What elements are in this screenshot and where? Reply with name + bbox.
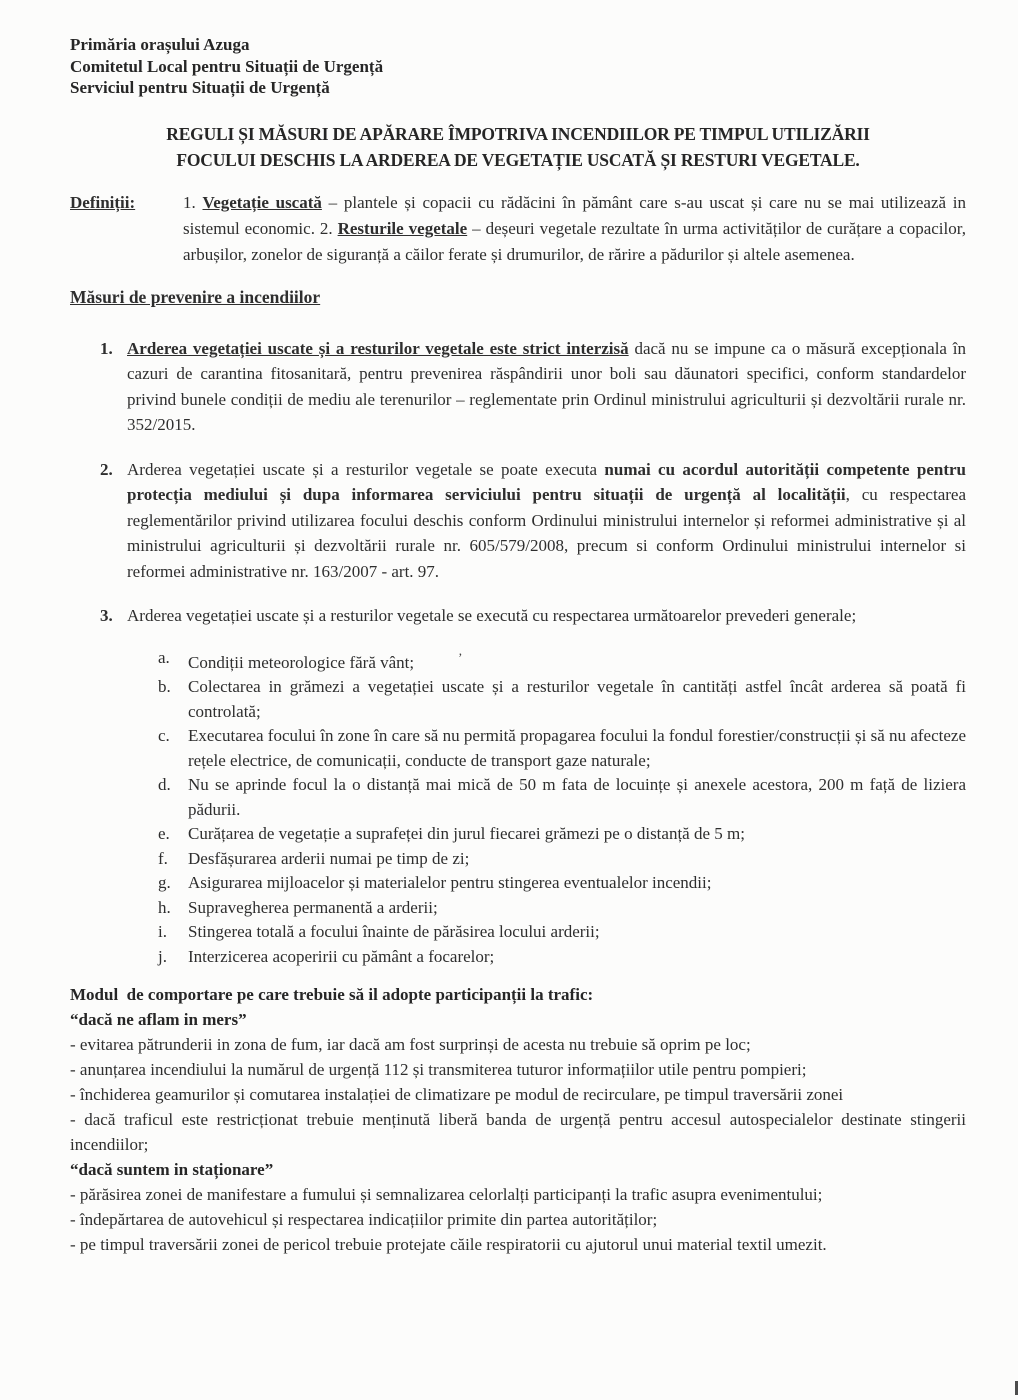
letterhead xyxy=(70,34,966,99)
traffic-stationary-rule-3: - pe timpul traversării zonei de pericol trebuie protejate căile respiratorii cu ajutorul unui material textil umezit. xyxy=(70,1235,827,1254)
measure-item-2-text: Arderea vegetației uscate și a resturilor vegetale se poate executa numai cu acordul autorității competente pentru protecția mediului și dupa informarea serviciului pentru situații de urgență al localității, cu respectarea reglementărilor privind utilizarea focului deschis conform Ordinului ministrului internelor și reformei administrative și al ministrului agriculturii și dezvoltării rurale nr. 605/579/2008, precum si conform Ordinului ministrului internelor si reformei administrative nr. 163/2007 - art. 97. xyxy=(127,459,966,581)
org-committee: Comitetul Local pentru Situații de Urgență xyxy=(70,56,384,76)
traffic-subheading-moving: “dacă ne aflam in mers” xyxy=(70,1010,247,1029)
traffic-moving-rule-1: - evitarea pătrunderii in zona de fum, iar dacă am fost surprinși de acesta nu trebuie să oprim pe loc; xyxy=(70,1035,751,1054)
provision-i: i. Stingerea totală a focului înainte de părăsirea locului arderii; xyxy=(158,922,600,941)
measure-item-1 xyxy=(70,336,966,438)
traffic-subheading-stationary: “dacă suntem in staționare” xyxy=(70,1160,274,1179)
measure-item-3-number: 3. xyxy=(100,606,113,625)
measure-item-1-number: 1. xyxy=(100,338,113,358)
definition-1-text: – plantele și copacii cu rădăcini în pământ care s-au uscat și care nu se mai utilizează in sistemul economic. xyxy=(183,192,966,238)
measure-item-3-text: Arderea vegetației uscate și a resturilor vegetale se execută cu respectarea următoarelor prevederi generale; xyxy=(127,606,857,625)
provision-j: j. Interzicerea acoperirii cu pământ a focarelor; xyxy=(158,946,495,966)
provision-h: h. Supravegherea permanentă a arderii; xyxy=(158,897,438,917)
stray-ink-mark: ’ xyxy=(458,649,463,665)
measure-item-3 xyxy=(70,603,966,629)
provision-c: c. Executarea focului în zone în care să nu permită propagarea focului la fondul forestier/construcții și să nu afecteze rețele electrice, de comunicații, conducte de transport gaze naturale; xyxy=(158,726,966,770)
definitions-section xyxy=(70,190,966,268)
provision-g: g. Asigurarea mijloacelor și materialelor pentru stingerea eventualelor incendii; xyxy=(158,873,712,892)
measure-item-2-number: 2. xyxy=(100,459,113,479)
definition-2-text: – deșeuri vegetale rezultate în urma activităților de curățare a copacilor, arbușilor, zonelor de siguranță a căilor ferate și drumurilor, de rărire a pădurilor și altele asemenea. xyxy=(183,218,966,264)
definitions-label: Definiții: xyxy=(70,192,136,212)
traffic-stationary-rule-1: - părăsirea zonei de manifestare a fumului și semnalizarea celorlalți participanți la trafic asupra evenimentului; xyxy=(70,1185,823,1204)
provisions-list xyxy=(158,646,966,970)
traffic-moving-rule-3: - închiderea geamurilor și comutarea instalației de climatizare pe modul de recirculare, pe timpul traversării zonei xyxy=(70,1085,844,1104)
provision-e: e. Curățarea de vegetație a suprafeței din jurul fiecarei grămezi pe o distanță de 5 m; xyxy=(158,824,745,843)
document-title-line2: FOCULUI DESCHIS LA ARDEREA DE VEGETAȚIE USCATĂ ȘI RESTURI VEGETALE. xyxy=(176,149,860,170)
traffic-moving-rule-2: - anunțarea incendiului la numărul de urgență 112 și transmiterea tuturor informațiilor utile pentru pompieri; xyxy=(70,1060,807,1079)
document-title-line1: REGULI ȘI MĂSURI DE APĂRARE ÎMPOTRIVA INCENDIILOR PE TIMPUL UTILIZĂRII xyxy=(166,123,870,144)
measure-item-2 xyxy=(70,457,966,585)
traffic-moving-rule-4: - dacă traficul este restricționat trebuie menținută liberă banda de urgență pentru accesul autospecialelor destinate stingerii incendiilor; xyxy=(70,1110,966,1154)
org-name: Primăria orașului Azuga xyxy=(70,35,250,54)
definition-1-term: Vegetație uscată xyxy=(202,192,322,212)
org-service: Serviciul pentru Situații de Urgență xyxy=(70,78,330,97)
provision-b: b. Colectarea in grămezi a vegetației uscate și a resturilor vegetale în cantități astfel încât arderea să poată fi controlată; xyxy=(158,677,966,721)
traffic-heading: Modul de comportare pe care trebuie să il adopte participanții la trafic: xyxy=(70,985,594,1004)
provision-f: f. Desfășurarea arderii numai pe timp de zi; xyxy=(158,848,470,868)
definition-2-term: Resturile vegetale xyxy=(337,218,468,238)
measures-heading: Măsuri de prevenire a incendiilor xyxy=(70,286,321,307)
provision-a: a. Condiții meteorologice fără vânt; ’ xyxy=(158,647,463,672)
definition-2: 2. Resturile vegetale – deșeuri vegetale rezultate în urma activităților de curățare a copacilor, arbușilor, zonelor de siguranță a căilor ferate și drumurilor, de rărire a pădurilor și altele asemenea. xyxy=(183,218,966,264)
traffic-stationary-rule-2: - îndepărtarea de autovehicul și respectarea indicațiilor primite din partea autorităților; xyxy=(70,1210,658,1229)
definition-1: 1. Vegetație uscată – plantele și copacii cu rădăcini în pământ care s-au uscat și care nu se mai utilizează in sistemul economic. xyxy=(183,192,966,238)
provision-d: d. Nu se aprinde focul la o distanță mai mică de 50 m fata de locuințe și anexele acestora, 200 m față de liziera pădurii. xyxy=(158,775,966,819)
document-title xyxy=(70,121,966,173)
definitions-body xyxy=(183,190,966,268)
traffic-behaviour-section xyxy=(70,982,966,1257)
measure-item-1-text: Arderea vegetației uscate și a resturilor vegetale este strict interzisă dacă nu se impune ca o măsură excepționala în cazuri de carantina fitosanitară, pentru prevenirea răspândirii unor boli sau dăunatori specifici, conform standardelor privind bunele condiții de mediu ale terenurilor – reglementate prin Ordinul ministrului agriculturii și dezvoltării rurale nr. 352/2015. xyxy=(127,338,966,434)
